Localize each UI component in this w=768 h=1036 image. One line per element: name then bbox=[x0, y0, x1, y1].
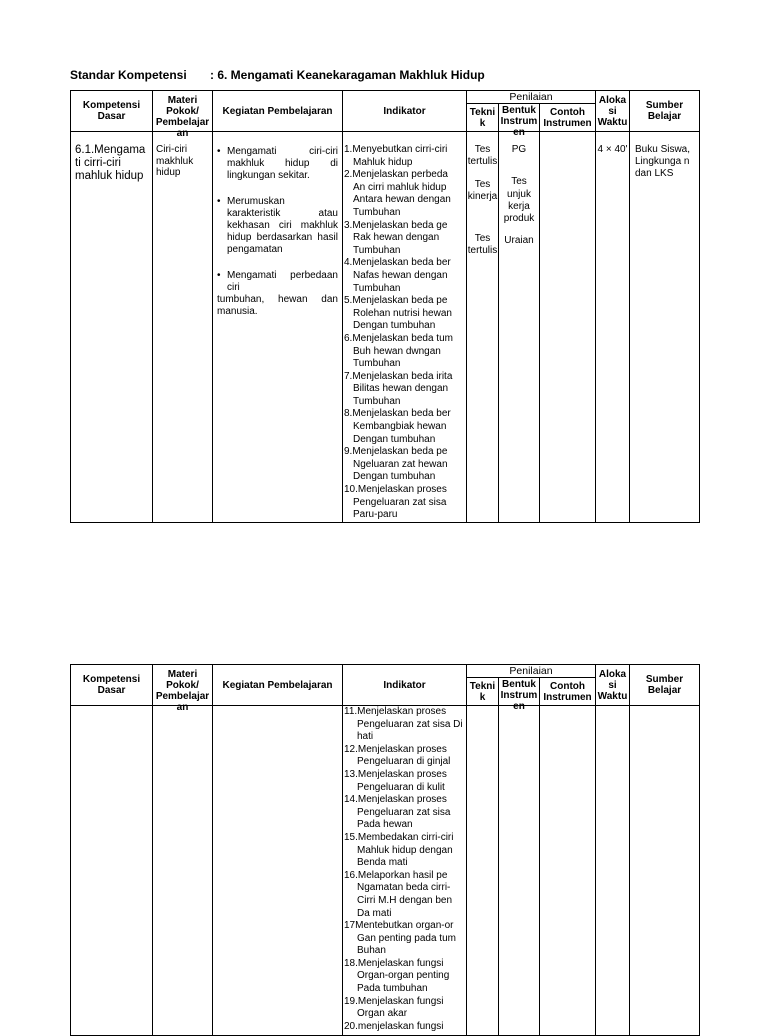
header-materi bbox=[153, 665, 213, 713]
materi-cell: Ciri-ciri makhluk hidup bbox=[153, 132, 213, 523]
indikator-cont: Pengeluaran zat sisa Paru-paru bbox=[353, 496, 447, 521]
indikator-number: 12.Menjelaskan proses bbox=[344, 743, 447, 755]
bentuk-cell bbox=[499, 706, 540, 1036]
header-bentuk-text: Bentuk Instrum en bbox=[500, 678, 538, 712]
kompetensi-dasar-cell bbox=[71, 706, 153, 1036]
contoh-cell bbox=[540, 132, 596, 523]
header-penilaian: Penilaian bbox=[467, 665, 596, 678]
silabus-table-1 bbox=[70, 90, 700, 523]
indikator-number: 7.Menjelaskan beda irita bbox=[344, 370, 453, 382]
indikator-number: 17Mentebutkan organ-or bbox=[344, 920, 454, 932]
sumber-cell bbox=[630, 706, 700, 1036]
indikator-cont: Pengeluaran zat sisa Di hati bbox=[357, 718, 463, 743]
indikator-cont: Buh hewan dwngan Tumbuhan bbox=[353, 345, 441, 370]
materi-cell bbox=[153, 706, 213, 1036]
alokasi-cell bbox=[596, 706, 630, 1036]
indikator-cont: Nafas hewan dengan Tumbuhan bbox=[353, 269, 448, 294]
kegiatan-item-text: Mengamati perbedaan ciri bbox=[227, 270, 338, 293]
indikator-number: 18.Menjelaskan fungsi bbox=[344, 957, 444, 969]
indikator-cell bbox=[343, 706, 467, 1036]
alokasi-cell: 4 × 40' bbox=[596, 132, 630, 523]
indikator-cont: Mahluk hidup bbox=[353, 156, 413, 168]
indikator-cell bbox=[343, 132, 467, 523]
indikator-cont: Bilitas hewan dengan Tumbuhan bbox=[353, 383, 449, 407]
indikator-number: 16.Melaporkan hasil pe bbox=[344, 869, 448, 881]
kegiatan-cell bbox=[213, 132, 343, 523]
indikator-number: 4.Menjelaskan beda ber bbox=[344, 257, 451, 269]
standar-kompetensi-value: : 6. Mengamati Keanekaragaman Makhluk Hidup bbox=[210, 68, 485, 82]
header-sumber: Sumber Belajar bbox=[630, 91, 700, 132]
header-teknik: Tekni k bbox=[467, 104, 499, 132]
header-materi bbox=[153, 91, 213, 139]
header-bentuk bbox=[499, 678, 540, 712]
kompetensi-dasar-cell: 6.1.Mengama ti cirri-ciri mahluk hidup bbox=[71, 132, 153, 523]
kegiatan-item: • Mengamati ciri-ciri makhluk hidup di lingkungan sekitar. bbox=[217, 146, 338, 182]
indikator-cont: Organ akar bbox=[357, 1008, 408, 1020]
header-indikator: Indikator bbox=[343, 91, 467, 132]
indikator-number: 3.Menjelaskan beda ge bbox=[344, 219, 448, 231]
indikator-cont: An cirri mahluk hidup Antara hewan dengan Tumbuhan bbox=[353, 181, 451, 218]
sumber-cell: Buku Siswa, Lingkunga n dan LKS bbox=[630, 132, 700, 523]
standar-kompetensi-label: Standar Kompetensi bbox=[70, 68, 187, 82]
indikator-cont: Organ-organ penting Pada tumbuhan bbox=[357, 970, 450, 995]
indikator-cont: Ngamatan beda cirri-Cirri M.H dengan ben Da mati bbox=[357, 882, 453, 919]
header-contoh: Contoh Instrumen bbox=[540, 104, 596, 132]
indikator-number: 8.Menjelaskan beda ber bbox=[344, 408, 451, 420]
indikator-number: 10.Menjelaskan proses bbox=[344, 484, 447, 496]
kegiatan-item-tail: tumbuhan, hewan dan manusia. bbox=[217, 294, 338, 317]
indikator-number: 13.Menjelaskan proses bbox=[344, 768, 447, 780]
teknik-cell bbox=[467, 706, 499, 1036]
bentuk-item: Tes unjuk kerja produk bbox=[503, 176, 535, 225]
header-teknik: Tekni k bbox=[467, 678, 499, 706]
indikator-cont: Rak hewan dengan Tumbuhan bbox=[353, 232, 440, 256]
bentuk-cell bbox=[499, 132, 540, 523]
header-kompetensi-dasar: Kompetensi Dasar bbox=[71, 91, 153, 132]
header-alokasi: Aloka si Waktu bbox=[596, 91, 630, 132]
header-sumber: Sumber Belajar bbox=[630, 665, 700, 706]
header-kegiatan: Kegiatan Pembelajaran bbox=[213, 665, 343, 706]
contoh-cell bbox=[540, 706, 596, 1036]
header-materi-text: Materi Pokok/ Pembelajar an bbox=[155, 94, 210, 139]
header-kegiatan: Kegiatan Pembelajaran bbox=[213, 91, 343, 132]
teknik-item: Tes kinerja bbox=[467, 178, 498, 202]
indikator-number: 11.Menjelaskan proses bbox=[344, 706, 447, 717]
indikator-number: 9.Menjelaskan beda pe bbox=[344, 446, 448, 458]
kegiatan-item: • Merumuskan karakteristik atau kekhasan ciri makhluk hidup berdasarkan hasil pengamatan bbox=[217, 196, 338, 256]
indikator-cont: Ngeluaran zat hewan Dengan tumbuhan bbox=[353, 458, 448, 483]
indikator-cont: Pengeluaran zat sisa Pada hewan bbox=[357, 806, 451, 831]
header-contoh: Contoh Instrumen bbox=[540, 678, 596, 706]
indikator-number: 2.Menjelaskan perbeda bbox=[344, 169, 448, 181]
bentuk-item: PG bbox=[511, 144, 527, 155]
indikator-number: 14.Menjelaskan proses bbox=[344, 794, 447, 806]
indikator-cont: Kembangbiak hewan Dengan tumbuhan bbox=[353, 421, 447, 445]
indikator-cont: Rolehan nutrisi hewan Dengan tumbuhan bbox=[353, 307, 452, 332]
indikator-number: 6.Menjelaskan beda tum bbox=[344, 332, 453, 344]
header-penilaian: Penilaian bbox=[467, 91, 596, 104]
teknik-item: Tes tertulis bbox=[467, 233, 498, 257]
header-indikator: Indikator bbox=[343, 665, 467, 706]
kegiatan-item bbox=[217, 270, 338, 318]
header-kompetensi-dasar: Kompetensi Dasar bbox=[71, 665, 153, 706]
indikator-cont: Mahluk hidup dengan Benda mati bbox=[357, 844, 453, 869]
header-alokasi: Aloka si Waktu bbox=[596, 665, 630, 706]
indikator-cont: Pengeluaran di ginjal bbox=[357, 756, 451, 768]
teknik-cell bbox=[467, 132, 499, 523]
indikator-number: 1.Menyebutkan cirri-ciri bbox=[344, 144, 448, 155]
indikator-cont: Pengeluaran di kulit bbox=[357, 781, 445, 793]
silabus-table-2 bbox=[70, 664, 700, 1036]
indikator-number: 19.Menjelaskan fungsi bbox=[344, 995, 444, 1007]
header-materi-text: Materi Pokok/ Pembelajar an bbox=[155, 668, 210, 713]
teknik-item: Tes tertulis bbox=[467, 144, 498, 168]
indikator-number: 5.Menjelaskan beda pe bbox=[344, 295, 448, 307]
kegiatan-cell bbox=[213, 706, 343, 1036]
indikator-cont: Gan penting pada tum Buhan bbox=[357, 932, 456, 957]
bentuk-item: Uraian bbox=[504, 235, 534, 247]
indikator-number: 15.Membedakan cirri-ciri bbox=[344, 831, 454, 843]
header-bentuk-text: Bentuk Instrum en bbox=[500, 104, 538, 138]
indikator-number: 20.menjelaskan fungsi bbox=[344, 1020, 444, 1032]
header-bentuk bbox=[499, 104, 540, 138]
standar-kompetensi-heading bbox=[70, 68, 485, 82]
